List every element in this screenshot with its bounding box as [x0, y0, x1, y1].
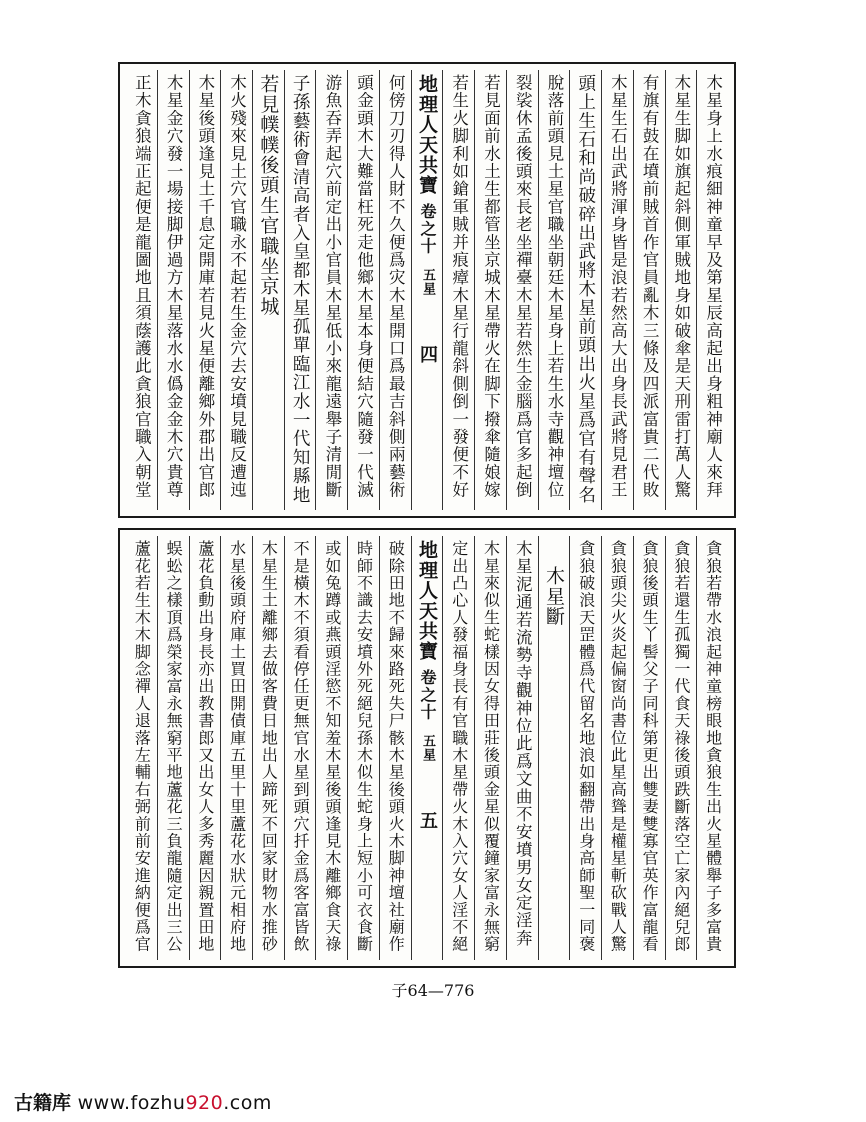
text-column — [220, 536, 252, 960]
running-title-column — [411, 536, 443, 960]
column-text: 正木貪狼端正起便是龍圖地且須蔭護此貪狼官職入朝堂 — [132, 74, 152, 499]
text-column — [157, 70, 189, 510]
watermark-domain-suffix: .com — [223, 1092, 272, 1114]
section-label: 五星 — [420, 268, 436, 297]
text-column — [347, 536, 379, 960]
column-text: 貪狼破浪天罡體爲代留名地浪如翻帶出身高師聖一同褒 — [576, 540, 596, 953]
text-column — [601, 70, 633, 510]
text-column — [442, 70, 474, 510]
text-column — [157, 536, 189, 960]
column-text: 或如兔蹲或燕頭淫慾不知羞木星後頭逢見木離鄉食天祿 — [322, 540, 342, 953]
watermark-domain-prefix: www.fozhu — [77, 1092, 186, 1114]
book-title: 地理人天共寶 — [416, 540, 439, 662]
text-column — [189, 536, 221, 960]
column-text: 木星生脚如旗起斜側軍賊地身如破傘是天刑雷打萬人驚 — [671, 74, 691, 499]
leaf-number: 五 — [417, 810, 439, 830]
section-label: 五星 — [420, 734, 436, 763]
text-column — [284, 536, 316, 960]
column-text: 貪狼後頭生丫髻父子同科第更出雙妻雙寡官英作富龍看 — [640, 540, 660, 953]
column-text: 木星後頭逢見土千息定開庫若見火星便離鄉外郡出官郎 — [195, 74, 215, 499]
column-text: 木星來似生蛇樣因女得田莊後頭金星似覆鐘家富永無窮 — [481, 540, 501, 953]
column-text: 貪狼頭尖火炎起偏窗尚書位此星高聳是權星斬砍戰人驚 — [608, 540, 628, 953]
text-column — [601, 536, 633, 960]
column-text: 木星生石出武將渾身皆是浪若然高大出身長武將見君王 — [608, 74, 628, 499]
watermark-domain-digits: 920 — [185, 1092, 224, 1114]
column-text: 水星後頭府庫土買田開債庫五里十里蘆花水狀元相府地 — [227, 540, 247, 953]
text-column — [379, 536, 411, 960]
column-text: 蘆花負動出身長亦出教書郎又出女人多秀麗因親置田地 — [195, 540, 215, 953]
section-heading: 木星斷 — [542, 566, 565, 627]
text-column — [696, 70, 728, 510]
column-text: 若見幞幞後頭生官職坐京城 — [257, 74, 280, 317]
column-text: 脫落前頭見土星官職坐朝廷木星身上若生水寺觀神壇位 — [544, 74, 564, 499]
text-column — [569, 70, 601, 510]
column-text: 頭金頭木大難當枉死走他鄉木星本身便結穴隨發一代滅 — [354, 74, 374, 499]
text-column — [315, 536, 347, 960]
column-text: 木星生土離鄉去做客費日地出人蹄死不回家財物水推砂 — [259, 540, 279, 953]
bottom-page-columns — [126, 536, 728, 960]
top-page-columns — [126, 70, 728, 510]
text-column — [189, 70, 221, 510]
column-text: 時師不識去安墳外死絕兒孫木似生蛇身上短小可衣食斷 — [354, 540, 374, 953]
volume-label: 卷之十 — [418, 669, 438, 721]
page-number: 子64—776 — [391, 981, 475, 1000]
column-text: 木星身上水痕細神童早及第星辰高起出身粗神廟人來拜 — [703, 74, 723, 499]
site-watermark[interactable] — [14, 1088, 272, 1115]
text-column — [284, 70, 316, 510]
text-column — [569, 536, 601, 960]
column-text: 蘆花若生木木脚念禪人退落左輔右弼前前安進納便爲官 — [132, 540, 152, 953]
column-text: 破除田地不歸來路死失尸骸木星後頭火木脚神壇社廟作 — [386, 540, 406, 953]
text-column — [442, 536, 474, 960]
column-text: 若見面前水土生都管坐京城木星帶火在脚下撥傘隨娘嫁 — [481, 74, 501, 499]
text-column — [474, 536, 506, 960]
text-column — [665, 536, 697, 960]
column-text: 若生火脚利如鎗軍賊并痕瘴木星行龍斜側倒一發便不好 — [449, 74, 469, 499]
column-text: 不是橫木不須看停任更無官水星到頭穴扦金爲客富皆飲 — [291, 540, 311, 953]
text-column — [347, 70, 379, 510]
column-text: 蜈蚣之樣頂爲榮家富永無窮平地蘆花三負龍隨定出三公 — [164, 540, 184, 953]
leaf-number: 四 — [417, 344, 439, 364]
text-column — [252, 70, 284, 510]
text-column — [252, 536, 284, 960]
column-text: 木火殘來見土穴官職永不起若生金穴去安墳見職反遭迍 — [227, 74, 247, 499]
text-column — [474, 70, 506, 510]
column-text: 木星泥通若流勢寺觀神位此爲文曲不安墳男女定淫奔 — [513, 540, 533, 948]
text-column — [696, 536, 728, 960]
text-column — [315, 70, 347, 510]
column-text: 定出凸心人發福身長有官職木星帶火木入穴女人淫不絕 — [449, 540, 469, 953]
column-text: 子孫藝術會清高者入皇都木星孤單臨江水一代知縣地 — [290, 74, 311, 505]
watermark-brand: 古籍库 — [14, 1092, 72, 1114]
text-column — [126, 70, 157, 510]
column-text: 有旗有鼓在墳前賊首作官員亂木三條及四派富貴二代敗 — [640, 74, 660, 499]
text-column — [633, 70, 665, 510]
text-column — [633, 536, 665, 960]
volume-label: 卷之十 — [418, 203, 438, 255]
column-text: 貪狼若還生孤獨一代食天祿後頭跌斷落空亡家內絕兒郎 — [671, 540, 691, 953]
text-column — [126, 536, 157, 960]
text-column — [538, 70, 570, 510]
column-text: 木星金穴發一場接脚伊過方木星落水水僞金金木穴貴尊 — [164, 74, 184, 499]
column-text: 何傍刀刃得人財不久便爲灾木星開口爲最吉斜側兩藝術 — [386, 74, 406, 499]
column-text: 貪狼若帶水浪起神童榜眼地貪狼生出火星體舉子多富貴 — [703, 540, 723, 953]
watermark-domain — [78, 1092, 272, 1114]
column-text: 游魚吞弄起穴前定出小官員木星低小來龍遠舉子清閒斷 — [322, 74, 342, 499]
book-title: 地理人天共寶 — [416, 74, 439, 196]
text-column — [506, 70, 538, 510]
column-text: 頭上生石和尚破碎出武將木星前頭出火星爲官有聲名 — [575, 74, 596, 505]
text-column — [220, 70, 252, 510]
running-title-column — [411, 70, 443, 510]
top-page-frame — [118, 62, 736, 518]
section-heading-column — [538, 536, 570, 960]
column-text: 裂裟休孟後頭來長老坐禪臺木星若然生金腦爲官多起倒 — [513, 74, 533, 499]
text-column — [506, 536, 538, 960]
bottom-page-frame — [118, 528, 736, 968]
text-column — [665, 70, 697, 510]
text-column — [379, 70, 411, 510]
